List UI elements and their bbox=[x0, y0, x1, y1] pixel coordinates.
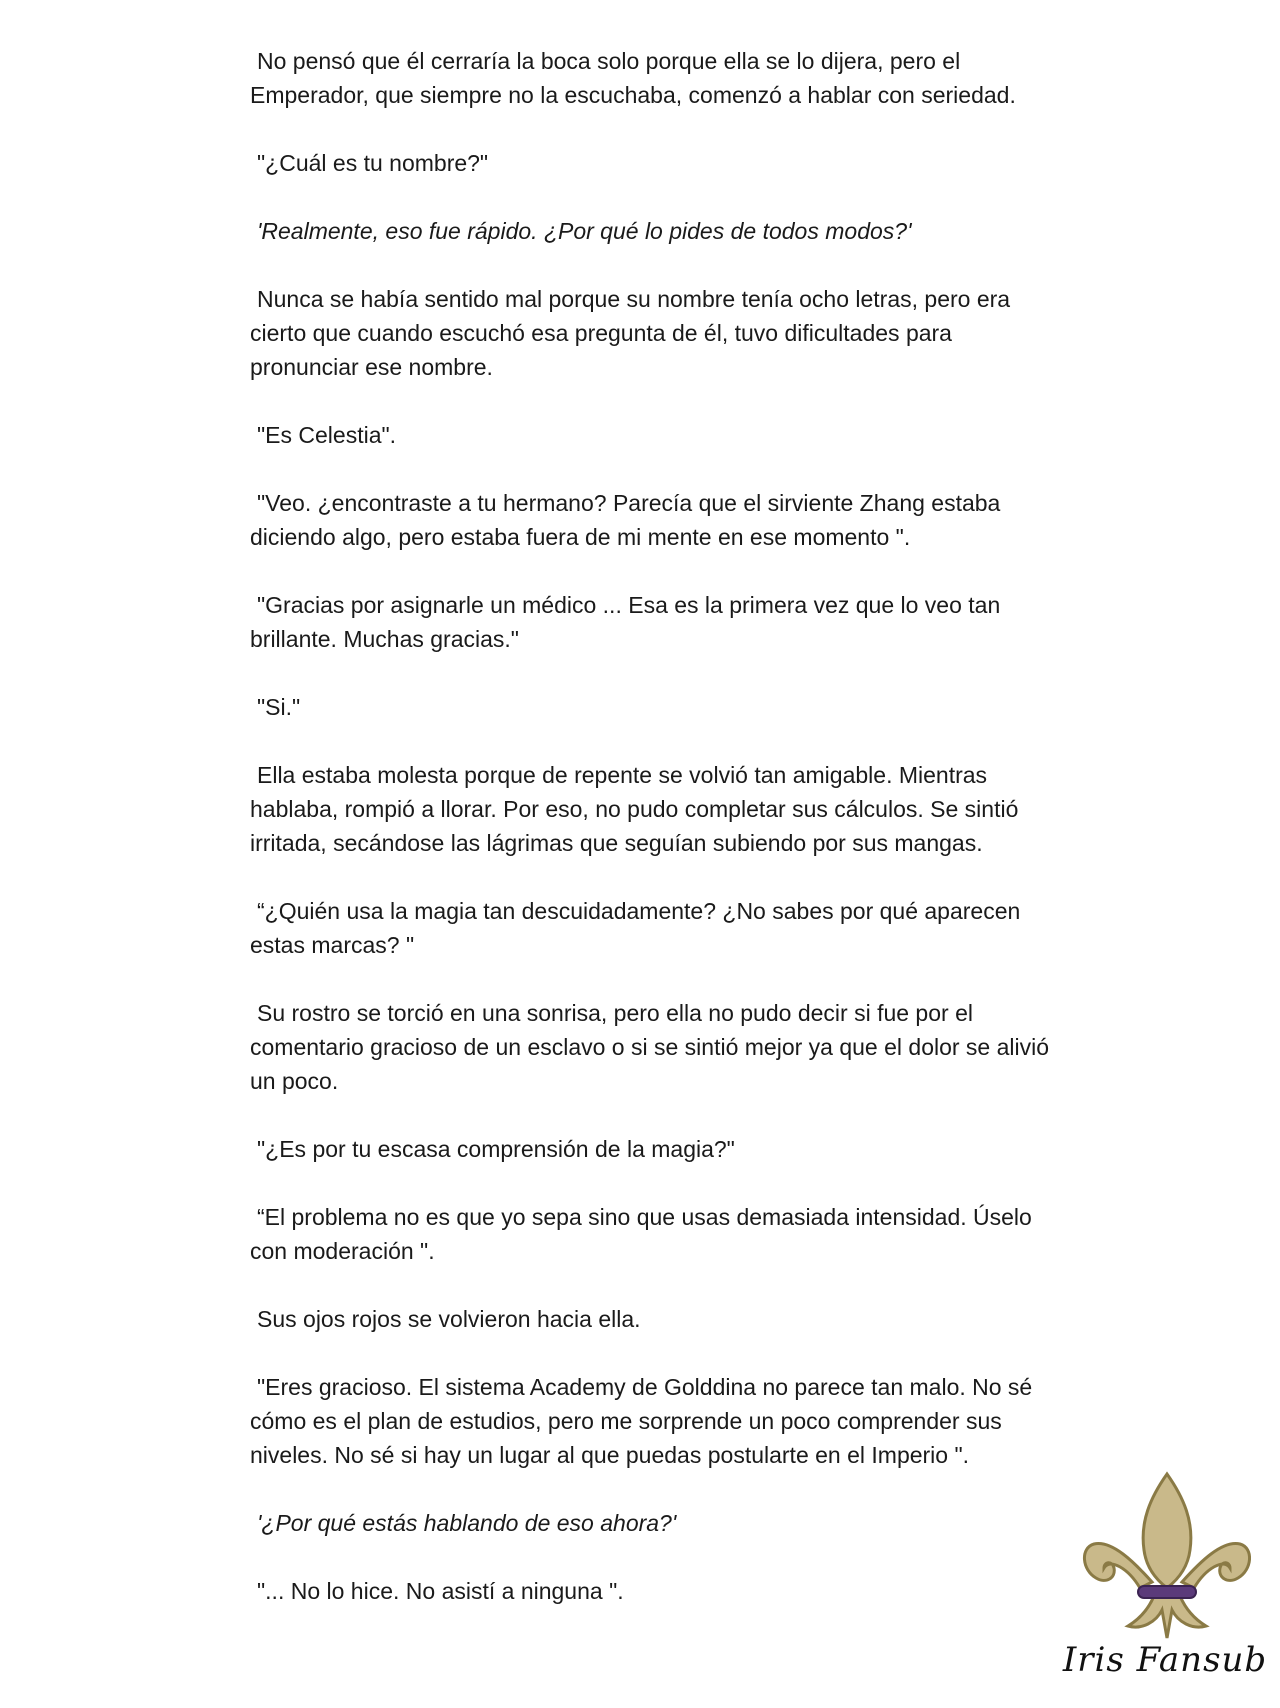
paragraph-text: "¿Cuál es tu nombre?" bbox=[257, 150, 489, 176]
paragraph-text: "Eres gracioso. El sistema Academy de Golddina no parece tan malo. No sé cómo es el plan de estudios, pero me sorprende un poco comprender sus niveles. No sé si hay un lugar al que puedas postularte en el Imperio ". bbox=[250, 1374, 1033, 1468]
paragraph bbox=[250, 1200, 1050, 1268]
paragraph-text: “El problema no es que yo sepa sino que usas demasiada intensidad. Úselo con moderación ". bbox=[250, 1204, 1032, 1264]
paragraph-text: 'Realmente, eso fue rápido. ¿Por qué lo pides de todos modos?' bbox=[257, 218, 912, 244]
paragraph bbox=[250, 894, 1050, 962]
paragraph-text: "¿Es por tu escasa comprensión de la magia?" bbox=[257, 1136, 735, 1162]
paragraph bbox=[250, 1302, 1050, 1336]
paragraph bbox=[250, 1370, 1050, 1472]
thought-paragraph bbox=[250, 214, 1050, 248]
paragraph-text: '¿Por qué estás hablando de eso ahora?' bbox=[257, 1510, 677, 1536]
paragraph bbox=[250, 418, 1050, 452]
iris-fansub-watermark bbox=[1060, 1470, 1270, 1700]
paragraph bbox=[250, 486, 1050, 554]
paragraph bbox=[250, 996, 1050, 1098]
paragraph-text: "Gracias por asignarle un médico ... Esa es la primera vez que lo veo tan brillante. Muchas gracias." bbox=[250, 592, 1001, 652]
paragraph bbox=[250, 282, 1050, 384]
paragraph-text: Su rostro se torció en una sonrisa, pero ella no pudo decir si fue por el comentario gracioso de un esclavo o si se sintió mejor ya que el dolor se alivió un poco. bbox=[250, 1000, 1050, 1094]
paragraph-text: Nunca se había sentido mal porque su nombre tenía ocho letras, pero era cierto que cuando escuchó esa pregunta de él, tuvo dificultades para pronunciar ese nombre. bbox=[250, 286, 1011, 380]
paragraph-text: “¿Quién usa la magia tan descuidadamente? ¿No sabes por qué aparecen estas marcas? " bbox=[250, 898, 1021, 958]
paragraph-text: "Veo. ¿encontraste a tu hermano? Parecía que el sirviente Zhang estaba diciendo algo, pero estaba fuera de mi mente en ese momento ". bbox=[250, 490, 1001, 550]
paragraph bbox=[250, 588, 1050, 656]
watermark-text: Iris Fansub bbox=[1062, 1640, 1268, 1680]
paragraph bbox=[250, 758, 1050, 860]
paragraph-text: No pensó que él cerraría la boca solo porque ella se lo dijera, pero el Emperador, que siempre no la escuchaba, comenzó a hablar con seriedad. bbox=[250, 48, 1016, 108]
paragraph bbox=[250, 44, 1050, 112]
paragraph-text: "Si." bbox=[257, 694, 301, 720]
paragraph-text: "... No lo hice. No asistí a ninguna ". bbox=[257, 1578, 624, 1604]
paragraph bbox=[250, 146, 1050, 180]
paragraph-text: "Es Celestia". bbox=[257, 422, 397, 448]
document-body bbox=[250, 44, 1050, 1642]
paragraph bbox=[250, 1574, 1050, 1608]
thought-paragraph bbox=[250, 1506, 1050, 1540]
paragraph bbox=[250, 1132, 1050, 1166]
paragraph bbox=[250, 690, 1050, 724]
fleur-de-lis-icon bbox=[1082, 1470, 1252, 1650]
paragraph-text: Sus ojos rojos se volvieron hacia ella. bbox=[257, 1306, 641, 1332]
paragraph-text: Ella estaba molesta porque de repente se volvió tan amigable. Mientras hablaba, rompió a llorar. Por eso, no pudo completar sus cálculos. Se sintió irritada, secándose las lágrimas que seguían subiendo por sus mangas. bbox=[250, 762, 1019, 856]
